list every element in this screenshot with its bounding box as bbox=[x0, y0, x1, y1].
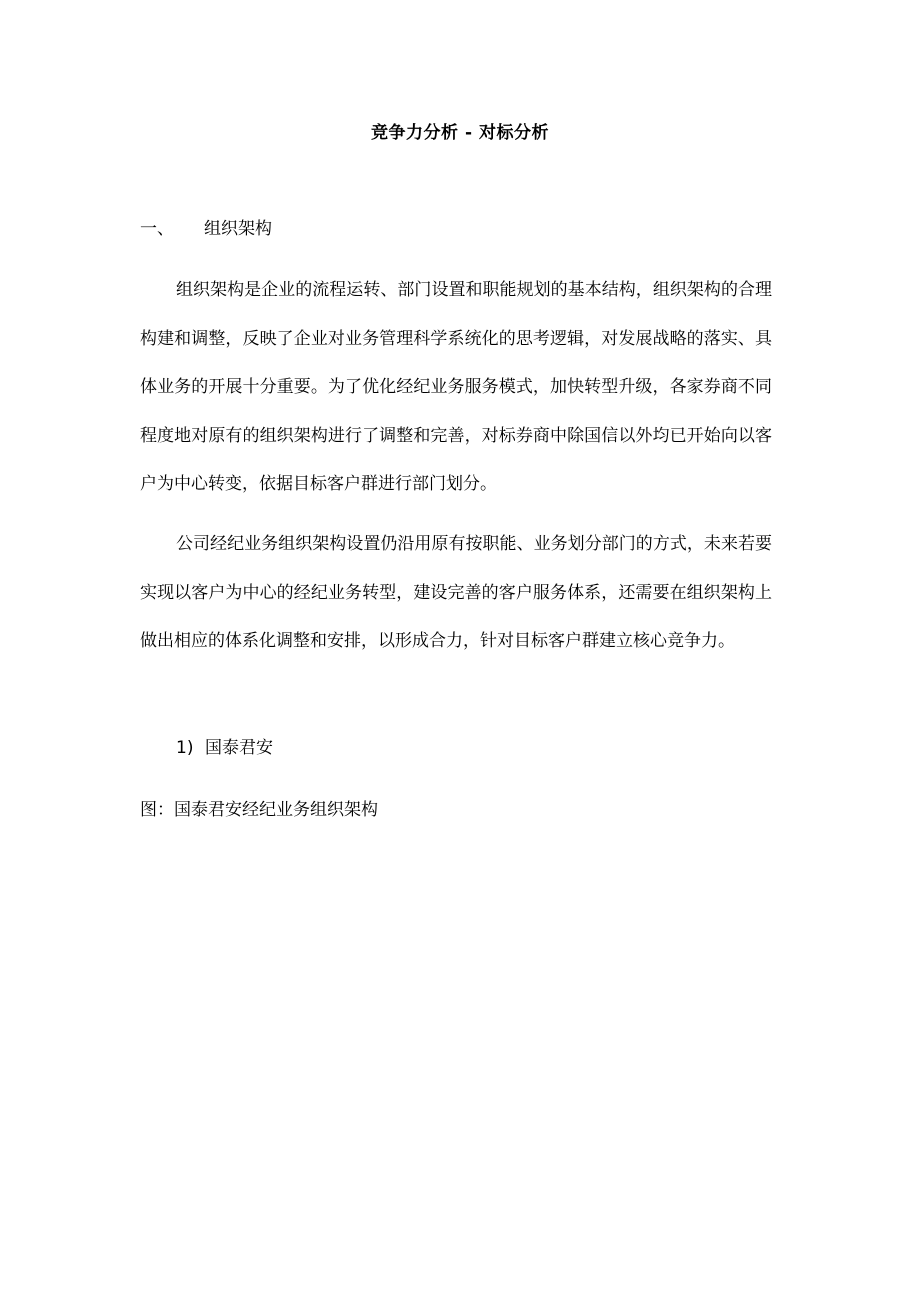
page-title: 竞争力分析 - 对标分析 bbox=[371, 123, 549, 143]
section-heading-text: 组织架构 bbox=[204, 219, 272, 239]
section-number: 一、 bbox=[140, 219, 174, 239]
list-item-text: 国泰君安 bbox=[205, 738, 273, 758]
section-heading bbox=[140, 216, 272, 242]
paragraph-company-structure: 公司经纪业务组织架构设置仍沿用原有按职能、业务划分部门的方式，未来若要实现以客户为中心的经纪业务转型，建设完善的客户服务体系，还需要在组织架构上做出相应的体系化调整和安排，以形成合力，针对目标客户群建立核心竞争力。 bbox=[140, 534, 772, 651]
list-item bbox=[176, 724, 273, 772]
paragraph-organization-structure: 组织架构是企业的流程运转、部门设置和职能规划的基本结构，组织架构的合理构建和调整，反映了企业对业务管理科学系统化的思考逻辑，对发展战略的落实、具体业务的开展十分重要。为了优化经纪业务服务模式，加快转型升级，各家券商不同程度地对原有的组织架构进行了调整和完善，对标券商中除国信以外均已开始向以客户为中心转变，依据目标客户群进行部门划分。 bbox=[140, 280, 772, 494]
figure-caption: 图：国泰君安经纪业务组织架构 bbox=[140, 800, 378, 820]
list-item-marker: 1) bbox=[176, 738, 194, 758]
